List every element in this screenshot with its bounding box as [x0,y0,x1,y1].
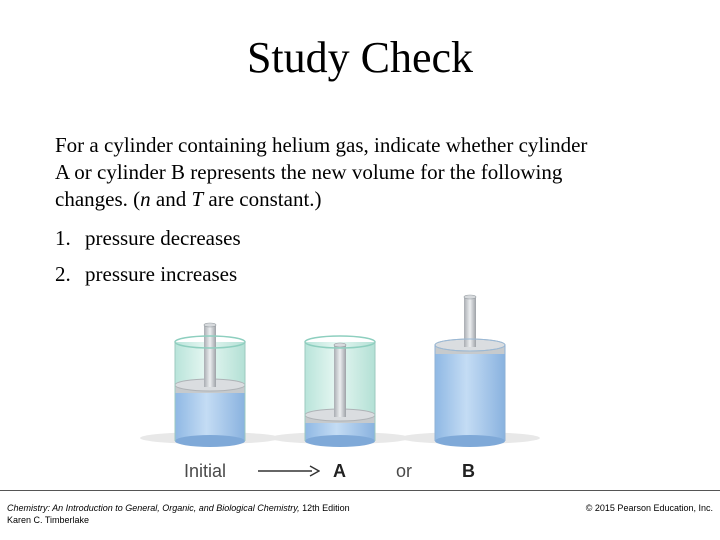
footer-book-line [7,502,350,514]
question-line-3 [55,186,685,213]
question-line-2: A or cylinder B represents the new volume for the following [55,160,563,184]
question-line-1: For a cylinder containing helium gas, indicate whether cylinder [55,133,588,157]
question-line-3-mid: and [150,187,192,211]
label-a: A [333,461,346,481]
variable-n: n [140,187,151,211]
footer-citation [7,502,350,526]
footer-divider [0,490,720,491]
slide-title: Study Check [246,33,474,82]
question-text [55,132,685,213]
list-item-text: pressure decreases [85,226,241,250]
list-item-text: pressure increases [85,262,238,286]
cylinder-b [400,295,540,447]
footer-author: Karen C. Timberlake [7,515,90,525]
cylinder-a [270,336,410,447]
footer-book-title: Chemistry: An Introduction to General, Organic, and Biological Chemistry, [7,503,300,513]
variable-t: T [191,187,204,211]
label-initial: Initial [184,461,227,481]
label-b: B [462,461,475,481]
list-item-number: 2. [55,262,71,286]
right-arrow-icon [258,464,320,478]
list-item-number: 1. [55,226,71,250]
list-item-1 [55,226,241,262]
label-or: or [396,461,413,481]
footer-edition: 12th Edition [299,503,350,513]
footer-copyright: © 2015 Pearson Education, Inc. [585,503,713,513]
question-line-3-pre: changes. ( [55,187,141,211]
cylinder-initial [140,323,280,447]
question-line-3-post: are constant.) [203,187,322,211]
